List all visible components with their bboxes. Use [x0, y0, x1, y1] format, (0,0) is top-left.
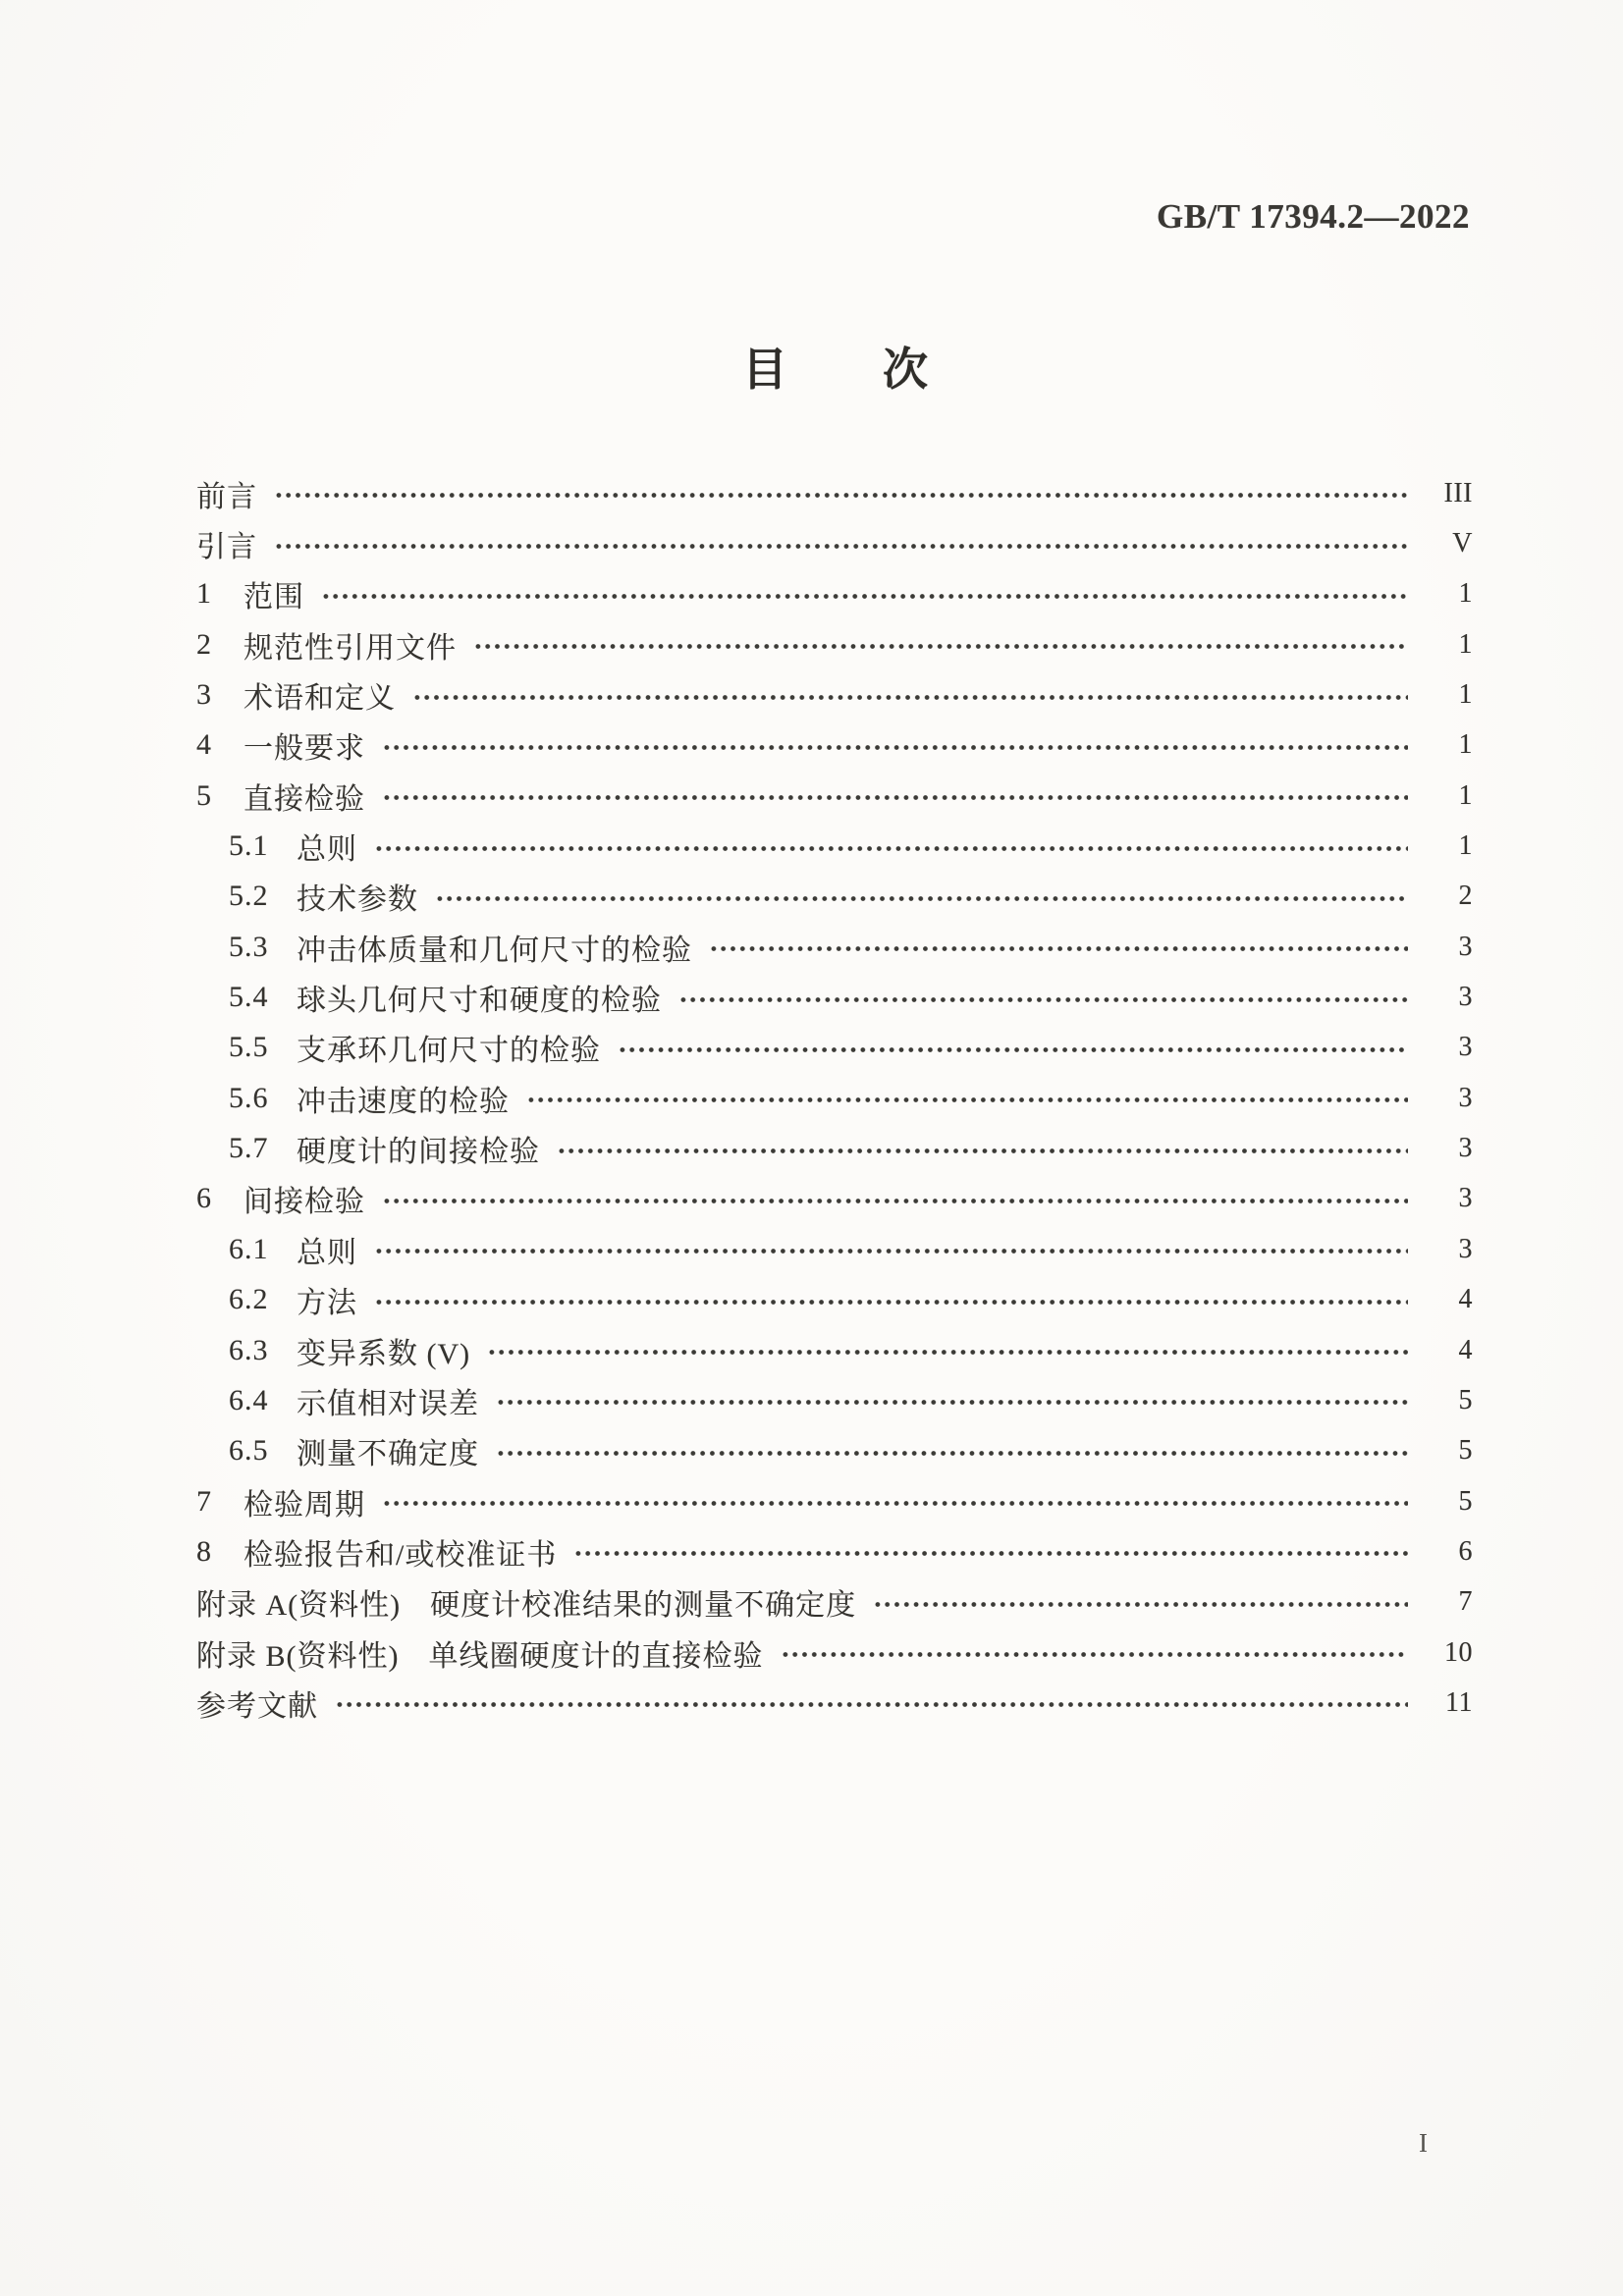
dot-leader	[709, 944, 1408, 953]
toc-entry-page: 1	[1458, 830, 1473, 862]
toc-entry-page: 1	[1458, 578, 1473, 610]
toc-entry-label: 引言	[196, 531, 257, 564]
dot-leader	[374, 1247, 1408, 1255]
toc-entry-page: V	[1452, 528, 1473, 560]
toc-entry-label: 检验周期	[243, 1488, 365, 1522]
toc-entry-number: 6.2	[229, 1283, 269, 1316]
toc-entry-number: 6.1	[229, 1232, 269, 1265]
toc-entry-page: 3	[1458, 1082, 1473, 1113]
toc-entry	[196, 1325, 1473, 1375]
toc-entry	[196, 821, 1473, 871]
toc-entry-number: 5.2	[229, 880, 269, 913]
toc-entry-page: 6	[1458, 1535, 1473, 1567]
toc-entry-page: 1	[1458, 779, 1473, 811]
dot-leader	[435, 894, 1408, 903]
toc-entry	[196, 922, 1473, 972]
toc-entry-label: 支承环几何尺寸的检验	[297, 1035, 601, 1068]
title-char-ci: 次	[883, 345, 928, 395]
toc-entry-number: 5.3	[229, 930, 269, 963]
toc-entry-label: 变异系数 (V)	[297, 1337, 471, 1370]
toc-entry-label: 冲击体质量和几何尺寸的检验	[297, 934, 692, 967]
dot-leader	[274, 542, 1408, 551]
dot-leader	[335, 1700, 1408, 1709]
toc-entry	[196, 1174, 1473, 1224]
toc-entry	[196, 972, 1473, 1022]
toc-entry-page: 3	[1458, 1133, 1473, 1164]
toc-entry-page: 11	[1445, 1686, 1473, 1718]
dot-leader	[873, 1600, 1408, 1609]
toc-entry-label: 硬度计的间接检验	[297, 1136, 540, 1169]
toc-entry	[196, 1123, 1473, 1173]
toc-entry	[196, 468, 1473, 518]
toc-entry-label: 直接检验	[243, 782, 365, 816]
toc-entry-number: 5.4	[229, 981, 269, 1014]
toc-entry-label: 术语和定义	[243, 682, 396, 716]
toc-entry-page: 7	[1458, 1586, 1473, 1618]
dot-leader	[382, 1197, 1408, 1205]
toc-entry-label: 技术参数	[297, 883, 418, 917]
dot-leader	[382, 743, 1408, 752]
toc-entry	[196, 1224, 1473, 1274]
toc-entry-number: 3	[196, 678, 212, 712]
toc-entry	[196, 1023, 1473, 1073]
toc-list	[196, 468, 1473, 1729]
toc-entry-number: 附录 B(资料性)	[196, 1639, 400, 1673]
toc-entry	[196, 669, 1473, 720]
footer-page-number: I	[1419, 2128, 1428, 2158]
dot-leader	[321, 592, 1408, 601]
toc-entry-page: 1	[1458, 729, 1473, 761]
dot-leader	[496, 1449, 1408, 1458]
dot-leader	[412, 693, 1408, 702]
toc-entry-number: 附录 A(资料性)	[196, 1589, 402, 1623]
toc-entry-page: 10	[1444, 1636, 1473, 1668]
toc-entry	[196, 1375, 1473, 1425]
toc-entry-label: 前言	[196, 480, 257, 513]
toc-entry-number: 2	[196, 627, 212, 661]
toc-entry-label: 球头几何尺寸和硬度的检验	[297, 985, 662, 1018]
toc-entry	[196, 1426, 1473, 1476]
toc-entry-label: 检验报告和/或校准证书	[243, 1538, 558, 1572]
toc-entry	[196, 872, 1473, 922]
toc-entry-page: 4	[1458, 1334, 1473, 1365]
toc-entry	[196, 721, 1473, 771]
toc-entry-number: 5.6	[229, 1081, 269, 1114]
toc-entry-page: 5	[1458, 1384, 1473, 1415]
toc-entry	[196, 1628, 1473, 1678]
toc-entry-label: 单线圈硬度计的直接检验	[428, 1639, 764, 1673]
toc-entry	[196, 569, 1473, 619]
title-char-mu: 目	[742, 345, 787, 395]
toc-entry-number: 6.3	[229, 1333, 269, 1366]
toc-entry-number: 6	[196, 1182, 212, 1215]
toc-entry	[196, 1526, 1473, 1576]
dot-leader	[274, 491, 1408, 500]
dot-leader	[781, 1650, 1409, 1659]
toc-entry-page: 3	[1458, 1032, 1473, 1063]
toc-entry-number: 5	[196, 778, 212, 812]
page-title	[0, 344, 1623, 396]
toc-entry-number: 6.4	[229, 1383, 269, 1416]
toc-entry-label: 间接检验	[243, 1186, 365, 1219]
toc-entry-label: 总则	[297, 833, 357, 867]
standard-code-header: GB/T 17394.2—2022	[1156, 197, 1470, 236]
toc-entry-label: 总则	[297, 1236, 357, 1269]
dot-leader	[526, 1095, 1408, 1104]
dot-leader	[618, 1045, 1408, 1054]
toc-entry	[196, 1678, 1473, 1728]
toc-entry-page: 3	[1458, 1183, 1473, 1214]
dot-leader	[487, 1348, 1408, 1357]
toc-entry-label: 示值相对误差	[297, 1387, 479, 1420]
toc-entry-page: 5	[1458, 1435, 1473, 1467]
toc-entry-label: 范围	[243, 581, 304, 614]
dot-leader	[557, 1147, 1408, 1155]
toc-entry-number: 6.5	[229, 1434, 269, 1468]
dot-leader	[573, 1549, 1408, 1558]
toc-entry	[196, 1577, 1473, 1628]
toc-entry-number: 5.7	[229, 1132, 269, 1165]
toc-entry-number: 1	[196, 577, 212, 611]
toc-entry-number: 5.1	[229, 829, 269, 863]
toc-entry	[196, 518, 1473, 568]
toc-entry-page: 1	[1458, 679, 1473, 711]
toc-entry	[196, 619, 1473, 669]
toc-entry-page: 2	[1458, 881, 1473, 912]
toc-entry-label: 硬度计校准结果的测量不确定度	[430, 1589, 857, 1623]
toc-entry	[196, 771, 1473, 821]
toc-entry-label: 测量不确定度	[297, 1438, 479, 1471]
toc-entry-label: 规范性引用文件	[243, 631, 457, 665]
toc-entry-number: 8	[196, 1534, 212, 1568]
toc-entry-number: 5.5	[229, 1031, 269, 1064]
toc-entry-page: 3	[1458, 982, 1473, 1013]
toc-entry-page: 1	[1458, 628, 1473, 660]
toc-entry-label: 参考文献	[196, 1689, 318, 1723]
dot-leader	[382, 793, 1408, 802]
toc-entry	[196, 1476, 1473, 1526]
toc-entry-label: 冲击速度的检验	[297, 1085, 510, 1118]
dot-leader	[374, 844, 1408, 853]
toc-entry-page: 5	[1458, 1485, 1473, 1517]
toc-entry-page: 4	[1458, 1284, 1473, 1315]
toc-entry-page: 3	[1458, 931, 1473, 962]
toc-entry-label: 一般要求	[243, 732, 365, 766]
dot-leader	[473, 642, 1408, 651]
toc-entry-page: 3	[1458, 1233, 1473, 1264]
toc-entry-label: 方法	[297, 1287, 357, 1320]
toc-entry-number: 7	[196, 1484, 212, 1518]
toc-entry	[196, 1275, 1473, 1325]
toc-entry-number: 4	[196, 728, 212, 762]
dot-leader	[678, 995, 1408, 1004]
dot-leader	[374, 1298, 1408, 1307]
dot-leader	[496, 1398, 1408, 1407]
toc-entry-page: III	[1443, 477, 1473, 508]
dot-leader	[382, 1499, 1408, 1508]
toc-entry	[196, 1073, 1473, 1123]
